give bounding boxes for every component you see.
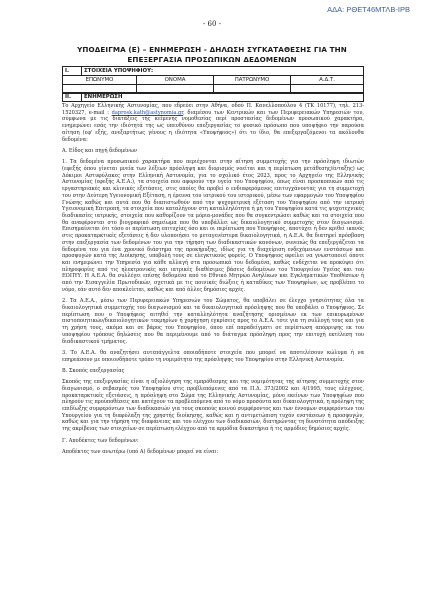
section-title: ΕΝΗΜΕΡΩΣΗ (82, 93, 364, 102)
section-b-heading: Β. Σκοπός επεξεργασίας (62, 367, 125, 374)
column-id-number: Α.Δ.Τ. (291, 76, 364, 85)
section-a-heading: Α. Είδος και πηγή δεδομένων (62, 147, 138, 154)
paragraph-c: Αποδέκτες των ανωτέρω (υπό Α) δεδομένων μπορεί να είναι: (62, 448, 219, 455)
column-surname: ΕΠΩΝΥΜΟ (63, 76, 137, 85)
page-number: - 60 - (202, 20, 222, 28)
paragraph-a3: 3. Το Α.Ε.Α. θα αναζητήσει αυτεπάγγελτα οποιαδήποτε στοιχεία που μπορεί να αποτελέσουν κώλυμα ή να επηρεάσουν με οποιονδήποτε τρόπο τη νομιμότητα της πρόσληψης του Υποψηφίου στην Ελληνική Αστυνομία. (62, 349, 364, 363)
paragraph-a2: 2. Τα Α.Ε.Α., μέσω των Περιφερειακών Υπηρεσιών του Σώματος, θα υποβάλει σε έλεγχο γνησιότητας όλα τα δικαιολογητικά συμμετοχής του διαγωνισμού και τα δικαιολογητικά πρόσληψης που θα υποβάλει ο Υποψήφιος. Σε περίπτωση που ο Υποψήφιος αιτηθεί την καταλληλότητα αναζήτησης ορισμένων εκ των επικυρωμένων πιστοποιητικών/δικαιολογητικών τεκμηρίων ή χορήγηση εγκρίσεις προς το Α.Ε.Α. τότε για τη συλλογή τους και για τη χρήση τους, ακόμα και σε βάρος του Υποψηφίου, όπου επί παραδείγματι σε περίπτωση απόρριψης εκ του υποψηφίου τρόπους δηλώσεις που θα περιμένουμε από το διάταγμα πρόσληψη προς την επιτυχή εκτέλεση του διαδικαστικού τμήματος. (62, 298, 364, 345)
ada-code: ΑΔΑ: ΡΘΕΤ46ΜΤΛΒ-ΙΡΒ (327, 5, 410, 14)
title-line-1: ΥΠΟΔΕΙΓΜΑ (Ε) – ΕΝΗΜΕΡΩΣΗ - ΔΗΛΩΣΗ ΣΥΓΚΑΤΑΘΕΣΗΣ ΓΙΑ ΤΗΝ (77, 45, 347, 54)
intro-paragraph: Το Αρχηγείο Ελληνικής Αστυνομίας, που εδρεύει στην Αθήνα, οδού Π. Κανελλοπούλου 4 (ΤΚ 10177), τηλ. 213-1520327, e-mail : daprosk.kath@astynomia.gr, διαμέσου των Κεντρικών και των Περιφερειακών Υπηρεσιών του, σύμφωνα με τις διατάξεις της κείμενης νομοθεσίας περί προστασίας δεδομένων προσωπικού χαρακτήρα, ενημερώνει εσάς την ιδιότητά της ως υπευθύνου επεξεργασίας το φυσικό πρόσωπο που υποψήφιο την παρούσα αίτηση (εφ' εξής, ανεξαρτήτως γένους η ιδιότητα «Υποψήφιος») ότι το ίδιο, θα επεξεργαζόμενοι τα ακόλουθα δεδομένα: (62, 103, 364, 143)
document-body (62, 103, 364, 460)
document-title (30, 45, 394, 64)
email-link[interactable]: daprosk.kath@astynomia.gr (111, 109, 184, 116)
section-c-heading: Γ. Αποδέκτες των δεδομένων: (62, 437, 139, 444)
information-header-table (62, 92, 364, 102)
column-fathers-name: ΠΑΤΡΩΝΥΜΟ (214, 76, 291, 85)
column-name: ΟΝΟΜΑ (137, 76, 214, 85)
section-number: I. (63, 67, 82, 76)
section-title: ΣΤΟΙΧΕΙΑ ΥΠΟΨΗΦΙΟΥ: (82, 67, 364, 76)
candidate-details-table (62, 66, 364, 94)
title-line-2: ΕΠΕΞΕΡΓΑΣΙΑ ΠΡΟΣΩΠΙΚΩΝ ΔΕΔΟΜΕΝΩΝ (127, 54, 297, 64)
section-number: II. (63, 93, 82, 102)
paragraph-a1: 1. Τα δεδομένα προσωπικού χαρακτήρα που περιέχονται στην αίτηση συμμετοχής για την πρόσληψη ιδιωτών (εφεξής όπου γίνεται μνεία των λέξεων πρόσληψη και διορισμός νοείται και η περίπτωση μετάθεσης/ένταξης) ως Δόκιμοι Αστυφύλακες στην Ελληνική Αστυνομία, για το σχολικό έτος 2023, προς το Αρχηγείο της Ελληνικής Αστυνομίας (εφεξής Α.Ε.Α.), τα στοιχεία που αφορούν την υγεία του Υποψηφίου, όπως είναι προσκοπικών από τις εργαστηριακές και κλινικές εξετάσεις, στις οποίες θα προβεί ο ενδιαφερόμενος επιτυγχάνοντας για τη συμμετοχή του στην Δεύτερη Υγειονομική Εξέταση, η έρευνα του ιατρικού του ιστορικού, μέσω των εφαρμογών του Υποψηφίου Γνώσης καθώς και αυτά που θα διαπιστωθούν από την ψυχομετρική εξέταση του Υποψηφίου από την ιατρική Υγειονομική Επιτροπή, τα στοιχεία που καταλήγουν στη καταλληλότητα ή μη του Υποψηφίου κατά τις ψυχοτεχνικές διαδικασίες ιατρικής, στοιχεία που καθορίζουν τα μόρια-μονάδες που θα συγκεντρώσει καθώς και τα στοιχεία που θα αναφέρονται στο βιογραφικό σημείωμα που θα υποβάλλει ως δικαιολογητικό συμμετοχής στον διαγωνισμό. Επισημαίνεται ότι τόσο οι περίπτωση επιτυχίας όσο και οι περίπτωση που Υποψήφιος, αποτύχει ή δεν κριθεί ικανός στις προκαταρκτικές εξετάσεις ή δεν υλοποιήσει το μεταγενέστερα δικαιολογητικά, η Α.Ε.Α. θα διατηρεί πρόσβαση στην επεξεργασία των δεδομένων του για την τήρηση των διαδικαστικών κανόνων, συνεπώς θα επεξεργάζεται τα δεδομένα του για ένα χρονικό διάστημα της προκήρυξης, ιδίως για τη διαχείριση ενδεχόμενων ενστάσεων και προσφυγών κατά της Διοίκησης, υποβολή τους σε ελεγκτικούς φορείς. Ο Υποψήφιος οφείλει να γνωστοποιεί όποτε και ενημερώνει την Υπηρεσία για κάθε αλλαγή στα προσωπικά του δεδομένα, καθώς ενδέχεται να προκύψει ότι πληροφορίες από τις ηλεκτρονικές και ιατρικές διαθέσιμες βάσεις δεδομένων του Υπουργείου Υγείας και του ΕΟΠΥΥ. Η Α.Ε.Α. θα συλλέγει επίσης δεδομένα από το Εθνικό Μητρώο Ανηλίκων και Εγκληματικών Υποθέσεων ή από την Εισαγγελία Πρωτοδικών, σχετικά με τις ποινικές διώξεις ή καταδίκες των Υποψηφίων, ως προβλέπει το νόμο, εάν αυτό δεν αποκλείεται, καθώς και από άλλες δημόσιες αρχές. (62, 159, 364, 293)
paragraph-b: Σκοπός της επεξεργασίας είναι η αξιολόγηση της εμπρόθεσμης και της νομιμότητας της αίτησης συμμετοχής στον διαγωνισμό, ο σεβασμός του Υποψηφίου στις προβλεπόμενες από τα Π.Δ. 373/2002 και 4/1995, τους ελέγχους, προκαταρκτικές εξετάσεις, η πρόσληψη στο Σώμα της Ελληνικής Αστυνομίας, μόνο εκείνων των Υποψηφίων που πληρούν τις προϋποθέσεις και κατέχουν τα προβλεπόμενα από το νόμο προσόντα και δικαιολογητικά, η πρόληψη της επιδίωξης συμφερόντων των διαδικασιών για τους σκοπούς κοινού συμφέροντος και των έννομων συμφερόντων του Υπουργείου για τη διαφύλαξη της χρηστής διοίκησης, καθώς και η αντιμετώπιση τυχόν ενστάσεων ή προσφυγών, καθώς και για την τήρηση της διαφάνειας και του ελέγχου των διαδικασιών, διατηρώντας τη δυνατότητα απόδειξης της ακρίβειας των στοιχείων σε περίπτωση ελέγχου από τα αρμόδια δικαστήρια ή τις αρμόδιες δημόσιες αρχές. (62, 379, 364, 433)
